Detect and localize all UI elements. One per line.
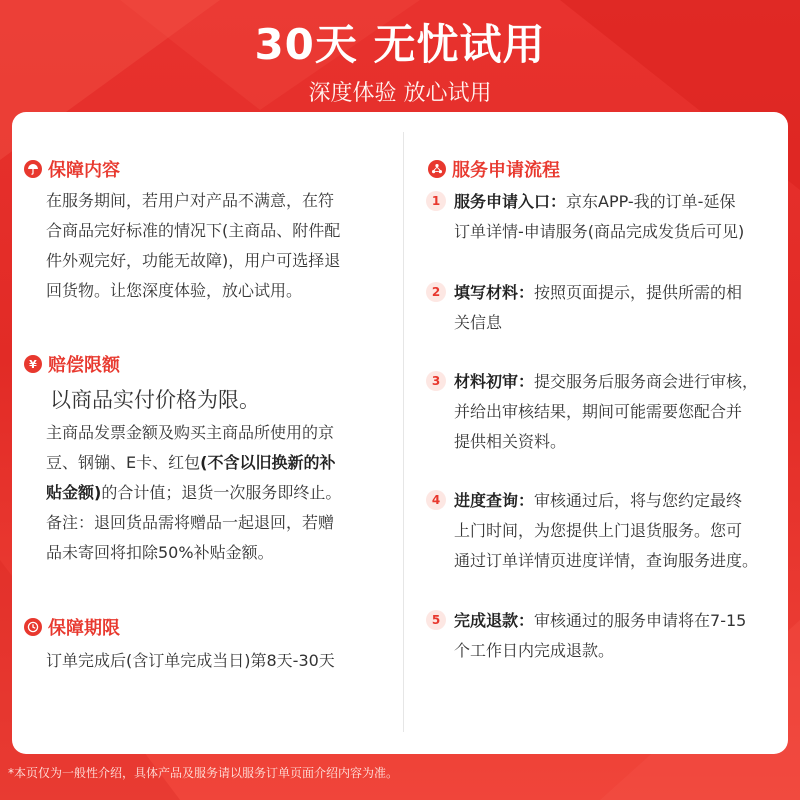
compensation-line-4: 备注：退回货品需将赠品一起退回，若赠 <box>46 513 335 532</box>
step-3-line-3: 提供相关资料。 <box>454 432 567 451</box>
step-4-line-1-text: 审核通过后，将与您约定最终 <box>534 491 743 510</box>
step-1-number: 1 <box>426 191 446 211</box>
compensation-line-2b: (不含以旧换新的补 <box>200 453 336 472</box>
step-2-line-2: 关信息 <box>454 313 503 332</box>
footer-disclaimer: *本页仅为一般性介绍，具体产品及服务请以服务订单页面介绍内容为准。 <box>8 766 399 780</box>
step-3-text <box>454 367 786 457</box>
step-5-text <box>454 606 786 666</box>
step-1-text <box>454 187 786 247</box>
step-5-line-2: 个工作日内完成退款。 <box>454 641 615 660</box>
step-3-line-2: 并给出审核结果，期间可能需要您配合并 <box>454 402 743 421</box>
column-divider <box>403 132 404 732</box>
step-3-line-1-text: 提交服务后服务商会进行审核， <box>534 372 759 391</box>
guarantee-section-header <box>24 156 120 182</box>
compensation-title: 赔偿限额 <box>48 355 120 376</box>
guarantee-text <box>46 186 386 306</box>
period-title: 保障期限 <box>48 618 120 639</box>
step-5-number: 5 <box>426 610 446 630</box>
guarantee-title: 保障内容 <box>48 160 120 181</box>
step-2-line-1 <box>454 278 786 308</box>
compensation-line-5: 品未寄回将扣除50%补贴金额。 <box>46 543 274 562</box>
period-section-header <box>24 614 120 640</box>
step-1-label: 服务申请入口： <box>454 192 567 211</box>
info-card <box>12 112 788 754</box>
guarantee-line-3: 件外观完好，功能无故障)，用户可选择退 <box>46 251 341 270</box>
step-1-line-1-text: 京东APP-我的订单-延保 <box>566 192 736 211</box>
compensation-section-header <box>24 351 120 377</box>
step-4-number: 4 <box>426 490 446 510</box>
page-title: 30天 无忧试用 <box>254 20 546 69</box>
process-title: 服务申请流程 <box>452 160 560 181</box>
guarantee-line-1: 在服务期间，若用户对产品不满意，在符 <box>46 191 335 210</box>
compensation-line-1: 主商品发票金额及购买主商品所使用的京 <box>46 423 335 442</box>
step-2-line-1-text: 按照页面提示，提供所需的相 <box>534 283 743 302</box>
step-3-number: 3 <box>426 371 446 391</box>
compensation-line-3a: 贴金额) <box>46 483 102 502</box>
compensation-line-3 <box>46 478 386 508</box>
step-1-line-1 <box>454 187 786 217</box>
guarantee-line-4: 回货物。让您深度体验，放心试用。 <box>46 281 303 300</box>
step-1-line-2: 订单详情-申请服务(商品完成发货后可见) <box>454 222 745 241</box>
step-2-number: 2 <box>426 282 446 302</box>
compensation-line-2 <box>46 448 386 478</box>
process-icon <box>428 160 446 178</box>
compensation-headline: 以商品实付价格为限。 <box>50 388 260 412</box>
yen-icon: ¥ <box>24 355 42 373</box>
step-2-text <box>454 278 786 338</box>
compensation-line-3b: 的合计值；退货一次服务即终止。 <box>101 483 342 502</box>
step-4-label: 进度查询： <box>454 491 535 510</box>
umbrella-icon <box>24 160 42 178</box>
step-5-line-1-text: 审核通过的服务申请将在7-15 <box>534 611 747 630</box>
step-4-text <box>454 486 786 576</box>
step-4-line-1 <box>454 486 786 516</box>
guarantee-line-2: 合商品完好标准的情况下(主商品、附件配 <box>46 221 341 240</box>
process-section-header <box>428 156 560 182</box>
step-5-label: 完成退款： <box>454 611 535 630</box>
step-3-line-1 <box>454 367 786 397</box>
page-subtitle: 深度体验 放心试用 <box>308 81 492 106</box>
compensation-line-2a: 豆、钢镚、E卡、红包 <box>46 453 201 472</box>
step-2-label: 填写材料： <box>454 283 535 302</box>
step-5-line-1 <box>454 606 786 636</box>
step-4-line-2: 上门时间，为您提供上门退货服务。您可 <box>454 521 743 540</box>
step-4-line-3: 通过订单详情页进度详情，查询服务进度。 <box>454 551 759 570</box>
step-3-label: 材料初审： <box>454 372 535 391</box>
compensation-text <box>46 418 386 568</box>
clock-icon <box>24 618 42 636</box>
period-text: 订单完成后(含订单完成当日)第8天-30天 <box>46 651 335 670</box>
